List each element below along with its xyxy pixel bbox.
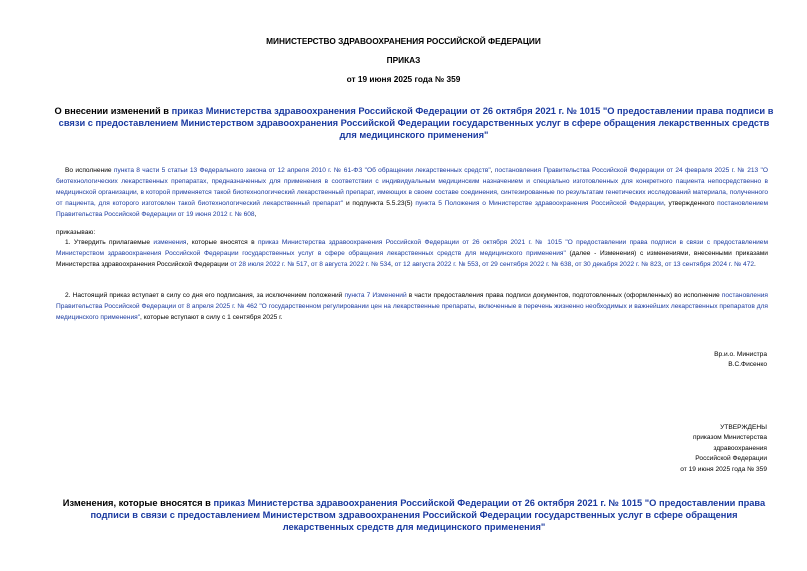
signature-block (567, 350, 767, 371)
link-resolution-213[interactable]: постановления Правительства Российской Федерации от 24 февраля 2025 г. № 213 "О биотехнологических лекарственных препаратах, предназначенных для применения в соответствии с индивидуальным медицинским назначением и специально изготовленных для конкретного пациента непосредственно в медицинской организации, в которой применяется такой биотехнологический лекарственный препарат, имеющих в своем составе соединения, синтезированные по результатам генетических исследований материала, полученного от пациента, для которого изготовлен такой биотехнологический лекарственный препарат" (56, 167, 768, 207)
annex-title-link-order-1015[interactable]: приказ Министерства здравоохранения Российской Федерации от 26 октября 2021 г. № 1015 "О предоставлении права подписи в связи с предоставлением Министерством здравоохранения Российской Федерации государственных услуг в сфере обращения лекарственных средств для медицинского применения" (90, 498, 766, 532)
item1-text-7: , (571, 260, 575, 268)
link-order-534[interactable]: от 8 августа 2022 г. № 534 (310, 260, 391, 268)
link-changes-clause-7[interactable]: пункта 7 Изменений (344, 292, 407, 299)
approved-line-3: здравоохранения (713, 444, 767, 452)
link-order-472[interactable]: от 13 сентября 2024 г. № 472 (664, 260, 755, 268)
item2-text-2: в части предоставления права подписи документов, подготовленных (оформленных) во исполнение (406, 292, 722, 299)
title-prefix: О внесении изменений в (54, 106, 172, 116)
item1-text-1: 1. Утвердить прилагаемые (65, 239, 154, 246)
item1-text-6: , (478, 260, 483, 268)
doc-date-number: от 19 июня 2025 года № 359 (346, 74, 461, 84)
link-federal-law-61[interactable]: пункта 8 части 5 статьи 13 Федерального закона от 12 апреля 2010 г. № 61-ФЗ "Об обращении лекарственных средств" (113, 167, 491, 174)
link-regulation-clause-5[interactable]: пункта 5 Положения о Министерстве здравоохранения Российской Федерации (415, 199, 664, 207)
item1-text-4: , (307, 260, 311, 268)
document-title (54, 105, 774, 141)
item1-text-2: , которые вносятся в (186, 239, 258, 246)
approved-line-2: приказом Министерства (692, 434, 767, 442)
link-order-1015[interactable]: приказ Министерства здравоохранения Российской Федерации от 26 октября 2021 г. № 1015 "О предоставлении права подписи в связи с предоставлением Министерством здравоохранения Российской Федерации государственных услуг в сфере обращения лекарственных средств для медицинского применения" (56, 239, 768, 257)
preamble-text-2: , (490, 167, 495, 174)
item1-text-3: (далее - Изменения) с изменениями, внесенными приказами Министерства здравоохранения Российской Федерации (56, 249, 768, 268)
title-link-order-1015[interactable]: приказ Министерства здравоохранения Российской Федерации от 26 октября 2021 г. № 1015 "О предоставлении права подписи в связи с предоставлением Министерством здравоохранения Российской Федерации государственных услуг в сфере обращения лекарственных средств для медицинского применения" (58, 106, 774, 140)
item-2-paragraph (56, 291, 768, 324)
preamble-text-4: , утвержденного (663, 199, 718, 207)
link-order-638[interactable]: от 29 сентября 2022 г. № 638 (482, 260, 572, 268)
link-changes[interactable]: изменения (153, 239, 187, 246)
preamble-text-3: и подпункта 5.5.23(5) (343, 199, 416, 207)
approved-line-4: Российской Федерации (695, 455, 767, 463)
doc-type-heading: ПРИКАЗ (386, 55, 421, 65)
item1-text-8: , (661, 260, 665, 268)
order-word: приказываю: (56, 229, 96, 236)
ministry-heading: МИНИСТЕРСТВО ЗДРАВООХРАНЕНИЯ РОССИЙСКОЙ ФЕДЕРАЦИИ (266, 36, 541, 46)
signature-position: Вр.и.о. Министра (714, 351, 767, 358)
preamble-text-5: , (254, 210, 257, 218)
link-order-553[interactable]: от 12 августа 2022 г. № 553 (394, 260, 479, 268)
item1-text-9: . (754, 260, 756, 268)
preamble-text-1: Во исполнение (65, 167, 114, 174)
item-1-paragraph (56, 238, 768, 271)
annex-title-prefix: Изменения, которые вносятся в (62, 498, 214, 508)
signature-name: В.С.Фисенко (728, 361, 767, 369)
approval-stamp (567, 423, 767, 475)
link-order-517[interactable]: от 28 июля 2022 г. № 517 (230, 260, 308, 268)
approved-line-5: от 19 июня 2025 года № 359 (680, 465, 767, 473)
link-resolution-608[interactable]: постановлением Правительства Российской Федерации от 19 июня 2012 г. № 608 (56, 199, 768, 218)
item1-text-5: , (391, 260, 395, 268)
link-order-823[interactable]: от 30 декабря 2022 г. № 823 (574, 260, 662, 268)
item2-text-3: , которые вступают в силу с 1 сентября 2025 г. (140, 313, 283, 321)
link-resolution-462[interactable]: постановления Правительства Российской Федерации от 8 апреля 2025 г. № 462 "О государственном регулировании цен на лекарственные препараты, включенные в перечень жизненно необходимых и важнейших лекарственных препаратов для медицинского применения" (56, 292, 768, 321)
annex-title (54, 497, 774, 533)
item2-text-1: 2. Настоящий приказ вступает в силу со дня его подписания, за исключением положений (65, 292, 345, 299)
approved-line-1: УТВЕРЖДЕНЫ (720, 424, 767, 431)
preamble-paragraph (56, 166, 768, 221)
